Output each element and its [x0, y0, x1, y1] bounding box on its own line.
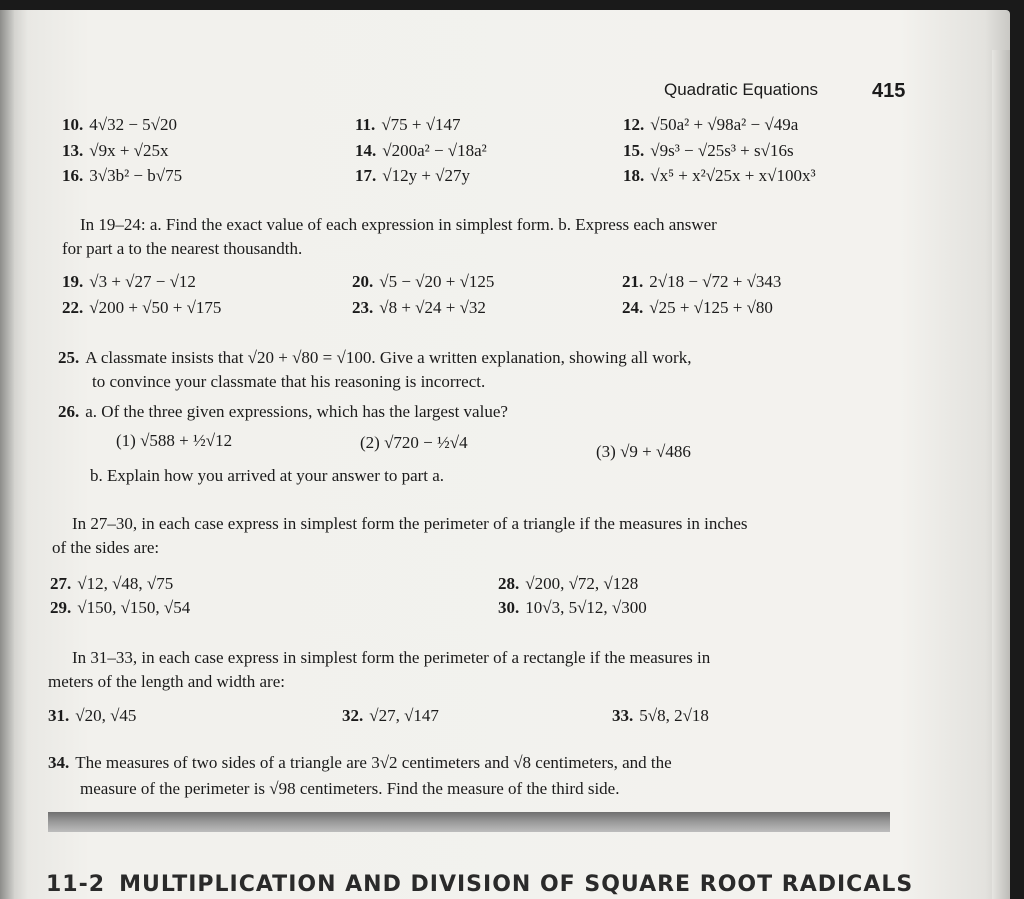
exercise-34-line1: The measures of two sides of a triangle are 3√2 centimeters and √8 centimeters, and the — [75, 753, 672, 772]
exercise-expression: √9x + √25x — [89, 141, 169, 160]
exercise-expression: √x⁵ + x²√25x + x√100x³ — [650, 166, 816, 185]
exercise-expression: √3 + √27 − √12 — [89, 272, 196, 291]
exercise-item — [612, 706, 709, 726]
exercise-number: 19. — [62, 272, 84, 291]
exercise-number: 11. — [355, 115, 376, 134]
exercise-item — [355, 115, 461, 135]
exercise-number: 24. — [622, 298, 644, 317]
exercise-item — [623, 141, 794, 161]
exercise-26-part-b: b. Explain how you arrived at your answer to part a. — [90, 466, 445, 485]
section-divider-bar — [48, 812, 890, 832]
page-number: 415 — [872, 80, 906, 102]
exercise-number: 15. — [623, 141, 645, 160]
exercise-expression: √8 + √24 + √32 — [379, 298, 486, 317]
section-title: MULTIPLICATION AND DIVISION OF SQUARE ROOT RADICALS — [119, 872, 914, 897]
exercise-number: 26. — [58, 402, 80, 421]
exercise-expression: √12, √48, √75 — [77, 574, 174, 593]
exercise-expression: √20, √45 — [75, 706, 137, 725]
section-heading — [46, 872, 913, 897]
exercise-expression: 2√18 − √72 + √343 — [649, 272, 782, 291]
exercise-number: 29. — [50, 598, 72, 617]
exercise-number: 27. — [50, 574, 72, 593]
exercise-item — [498, 598, 647, 618]
instructions-19-24-line2: for part a to the nearest thousandth. — [62, 239, 303, 258]
exercise-expression: √25 + √125 + √80 — [649, 298, 773, 317]
exercise-expression: 10√3, 5√12, √300 — [525, 598, 647, 617]
exercise-item — [622, 272, 781, 292]
exercise-item — [622, 298, 773, 318]
exercise-number: 21. — [622, 272, 644, 291]
exercise-expression: √50a² + √98a² − √49a — [650, 115, 799, 134]
exercise-item — [352, 298, 486, 318]
exercise-item — [498, 574, 638, 594]
exercise-26-part-a: a. Of the three given expressions, which has the largest value? — [85, 402, 508, 421]
chapter-header: Quadratic Equations — [664, 80, 819, 99]
option-3: (3) √9 + √486 — [596, 442, 691, 461]
exercise-expression: 4√32 − 5√20 — [89, 115, 177, 134]
exercise-number: 30. — [498, 598, 520, 617]
exercise-expression: 5√8, 2√18 — [639, 706, 709, 725]
exercise-item — [623, 115, 798, 135]
exercise-25-line2: to convince your classmate that his reasoning is incorrect. — [92, 372, 486, 391]
instructions-27-30-line2: of the sides are: — [52, 538, 160, 557]
exercise-expression: √75 + √147 — [381, 115, 461, 134]
exercise-number: 22. — [62, 298, 84, 317]
exercise-number: 16. — [62, 166, 84, 185]
exercise-number: 12. — [623, 115, 645, 134]
exercise-item — [342, 706, 439, 726]
exercise-item — [355, 166, 470, 186]
exercise-item — [62, 166, 182, 186]
exercise-item — [62, 115, 177, 135]
exercise-number: 13. — [62, 141, 84, 160]
exercise-item — [355, 141, 487, 161]
option-2: (2) √720 − ½√4 — [360, 433, 468, 452]
exercise-number: 28. — [498, 574, 520, 593]
exercise-number: 20. — [352, 272, 374, 291]
instructions-27-30-line1: In 27–30, in each case express in simplest form the perimeter of a triangle if the measures in inches — [72, 514, 748, 533]
exercise-34 — [48, 752, 672, 774]
exercise-item — [62, 298, 221, 318]
exercise-expression: √27, √147 — [369, 706, 439, 725]
exercise-item — [50, 598, 190, 618]
exercise-item — [62, 141, 169, 161]
exercise-25-line1: A classmate insists that √20 + √80 = √100. Give a written explanation, showing all work, — [85, 348, 692, 367]
exercise-number: 33. — [612, 706, 634, 725]
exercise-item — [62, 272, 196, 292]
exercise-26 — [58, 401, 508, 423]
exercise-number: 32. — [342, 706, 364, 725]
exercise-expression: √9s³ − √25s³ + s√16s — [650, 141, 794, 160]
instructions-31-33-line1: In 31–33, in each case express in simplest form the perimeter of a rectangle if the measures in — [72, 648, 711, 667]
exercise-number: 23. — [352, 298, 374, 317]
exercise-number: 31. — [48, 706, 70, 725]
exercise-expression: √200, √72, √128 — [525, 574, 639, 593]
exercise-expression: √200 + √50 + √175 — [89, 298, 222, 317]
exercise-number: 17. — [355, 166, 377, 185]
page-edge-shadow — [992, 50, 1010, 899]
exercise-number: 25. — [58, 348, 80, 367]
exercise-item — [48, 706, 136, 726]
exercise-item — [352, 272, 494, 292]
exercise-expression: √12y + √27y — [382, 166, 470, 185]
exercise-number: 18. — [623, 166, 645, 185]
exercise-number: 10. — [62, 115, 84, 134]
exercise-25 — [58, 347, 691, 369]
section-number: 11-2 — [46, 872, 106, 897]
exercise-expression: 3√3b² − b√75 — [89, 166, 183, 185]
instructions-31-33-line2: meters of the length and width are: — [48, 672, 285, 691]
exercise-expression: √5 − √20 + √125 — [379, 272, 495, 291]
exercise-item — [50, 574, 173, 594]
exercise-number: 34. — [48, 753, 70, 772]
instructions-19-24-line1: In 19–24: a. Find the exact value of each expression in simplest form. b. Express each answer — [80, 215, 717, 234]
exercise-expression: √200a² − √18a² — [382, 141, 487, 160]
exercise-34-line2: measure of the perimeter is √98 centimeters. Find the measure of the third side. — [80, 779, 620, 798]
exercise-item — [623, 166, 816, 186]
option-1: (1) √588 + ½√12 — [116, 431, 233, 450]
book-spine-shadow — [0, 10, 14, 899]
exercise-expression: √150, √150, √54 — [77, 598, 191, 617]
exercise-number: 14. — [355, 141, 377, 160]
